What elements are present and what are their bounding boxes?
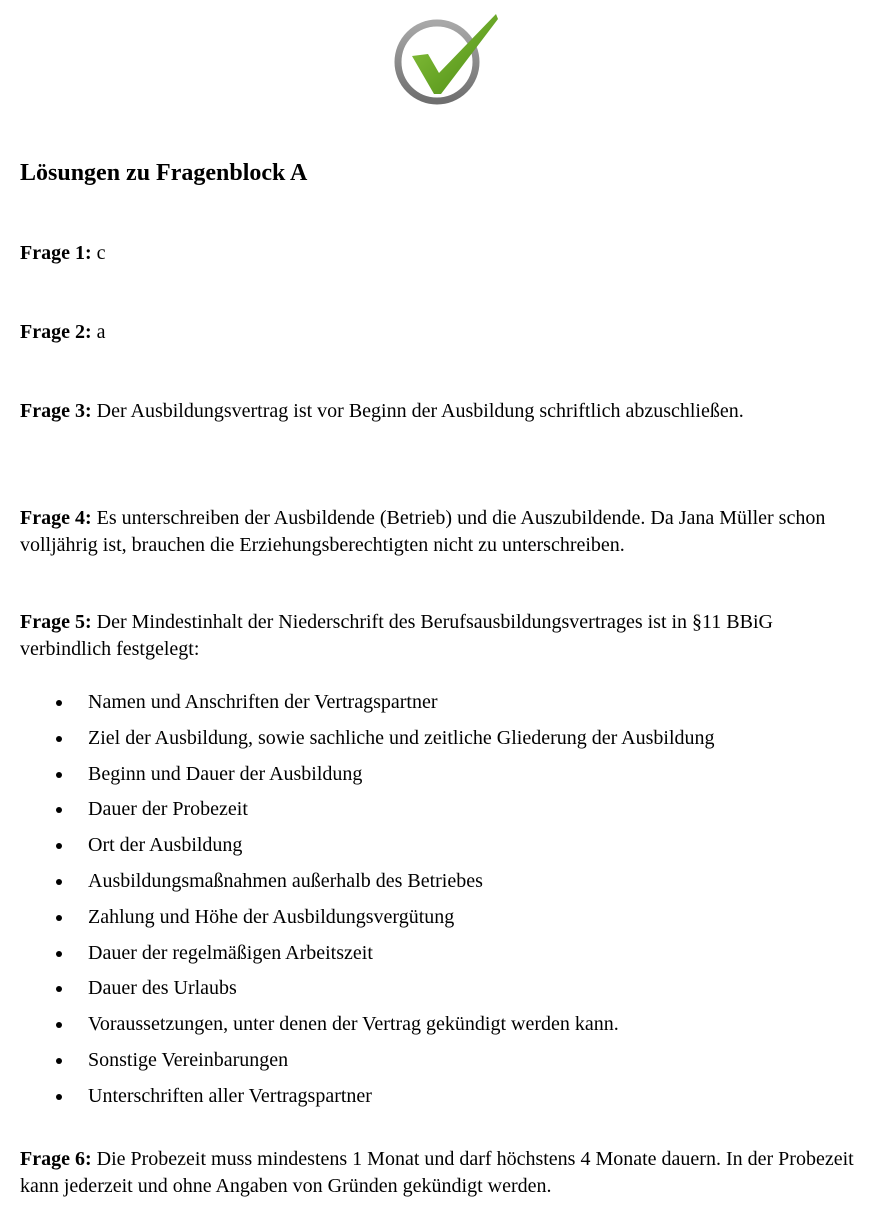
question-5 <box>20 609 860 662</box>
list-item: Ziel der Ausbildung, sowie sachliche und zeitliche Gliederung der Ausbildung <box>20 721 715 757</box>
list-item: Dauer des Urlaubs <box>20 971 715 1007</box>
question-answer: a <box>96 321 106 343</box>
bullet-icon <box>56 807 62 813</box>
bullet-icon <box>56 879 62 885</box>
list-item: Namen und Anschriften der Vertragspartner <box>20 685 715 721</box>
bullet-icon <box>56 1058 62 1064</box>
question-answer: Der Mindestinhalt der Niederschrift des Berufsausbildungsvertrages ist in §11 BBiG verbindlich festgelegt: <box>20 611 773 660</box>
list-item: Ausbildungsmaßnahmen außerhalb des Betriebes <box>20 864 715 900</box>
bullet-icon <box>56 1022 62 1028</box>
question-label: Frage 1: <box>20 242 92 264</box>
question-2 <box>20 319 860 346</box>
list-item: Voraussetzungen, unter denen der Vertrag gekündigt werden kann. <box>20 1007 715 1043</box>
bullet-icon <box>56 986 62 992</box>
bullet-icon <box>56 736 62 742</box>
list-item: Zahlung und Höhe der Ausbildungsvergütung <box>20 900 715 936</box>
contract-items-list <box>20 685 715 1115</box>
question-answer: Der Ausbildungsvertrag ist vor Beginn der Ausbildung schriftlich abzuschließen. <box>96 400 744 422</box>
bullet-icon <box>56 951 62 957</box>
question-answer: c <box>96 242 106 264</box>
bullet-icon <box>56 700 62 706</box>
question-1 <box>20 240 860 267</box>
page-title: Lösungen zu Fragenblock A <box>20 160 308 186</box>
bullet-icon <box>56 772 62 778</box>
list-item: Sonstige Vereinbarungen <box>20 1043 715 1079</box>
bullet-icon <box>56 843 62 849</box>
list-item: Unterschriften aller Vertragspartner <box>20 1079 715 1115</box>
bullet-icon <box>56 915 62 921</box>
question-label: Frage 2: <box>20 321 92 343</box>
question-label: Frage 5: <box>20 611 92 633</box>
list-item: Dauer der regelmäßigen Arbeitszeit <box>20 936 715 972</box>
question-6 <box>20 1146 860 1199</box>
question-4 <box>20 505 860 558</box>
question-3 <box>20 398 860 425</box>
bullet-icon <box>56 1094 62 1100</box>
list-item: Beginn und Dauer der Ausbildung <box>20 757 715 793</box>
list-item: Ort der Ausbildung <box>20 828 715 864</box>
question-label: Frage 4: <box>20 507 92 529</box>
question-answer: Es unterschreiben der Ausbildende (Betrieb) und die Auszubildende. Da Jana Müller schon volljährig ist, brauchen die Erziehungsberechtigten nicht zu unterschreiben. <box>20 507 826 556</box>
question-label: Frage 3: <box>20 400 92 422</box>
question-label: Frage 6: <box>20 1148 92 1170</box>
checkmark-icon <box>388 10 504 106</box>
question-answer: Die Probezeit muss mindestens 1 Monat und darf höchstens 4 Monate dauern. In der Probezeit kann jederzeit und ohne Angaben von Gründen gekündigt werden. <box>20 1148 854 1197</box>
list-item: Dauer der Probezeit <box>20 792 715 828</box>
